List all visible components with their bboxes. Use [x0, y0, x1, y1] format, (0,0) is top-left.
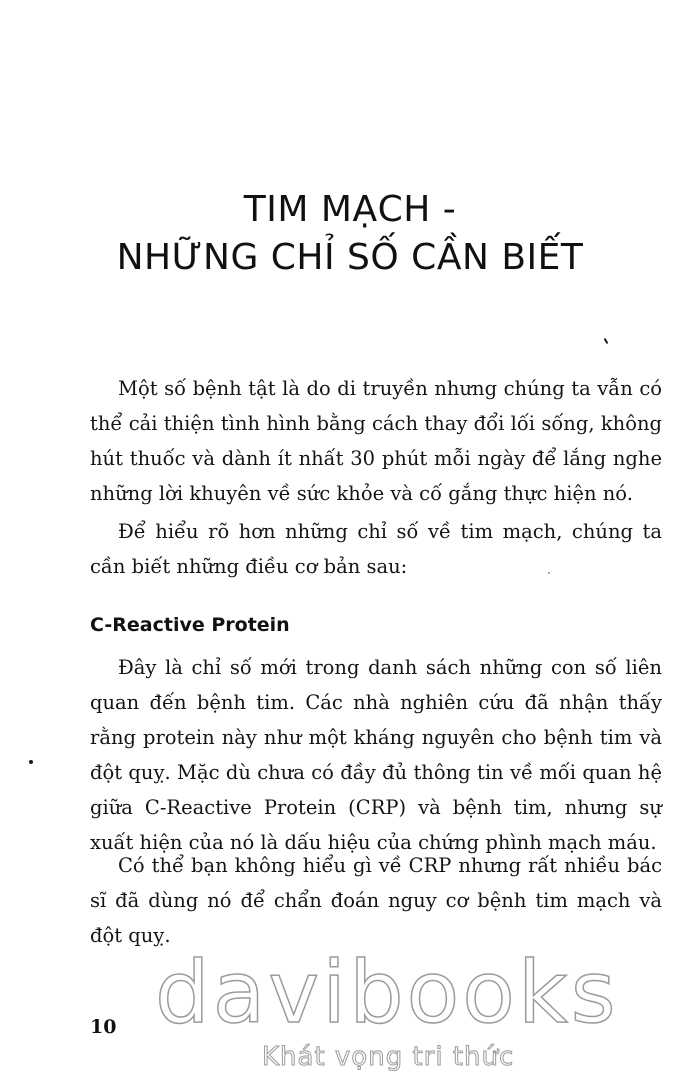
chapter-title-line-2: NHỮNG CHỈ SỐ CẦN BIẾT — [116, 237, 584, 278]
print-speck — [29, 760, 33, 764]
chapter-title-line-1: TIM MẠCH - — [243, 189, 457, 230]
page-number: 10 — [90, 1016, 117, 1038]
intro-paragraph-1: Một số bệnh tật là do di truyền nhưng chúng ta vẫn có thể cải thiện tình hình bằng cách thay đổi lối sống, không hút thuốc và dành ít nhất 30 phút mỗi ngày để lắng nghe những lời khuyên về sức khỏe và cố gắng thực hiện nó. — [90, 377, 662, 505]
print-speck — [604, 338, 609, 344]
section-heading-crp: C-Reactive Protein — [90, 614, 290, 636]
watermark-logo: davibooks — [155, 943, 619, 1043]
crp-paragraph-2: Có thể bạn không hiểu gì về CRP nhưng rất nhiều bác sĩ đã dùng nó để chẩn đoán nguy cơ bệnh tim mạch và đột quỵ. — [90, 854, 662, 947]
watermark-tagline: Khát vọng tri thức — [262, 1042, 515, 1072]
crp-paragraph-1: Đây là chỉ số mới trong danh sách những con số liên quan đến bệnh tim. Các nhà nghiên cứu đã nhận thấy rằng protein này như một kháng nguyên cho bệnh tim và đột quỵ. Mặc dù chưa có đầy đủ thông tin về mối quan hệ giữa C-Reactive Protein (CRP) và bệnh tim, nhưng sự xuất hiện của nó là dấu hiệu của chứng phình mạch máu. — [90, 656, 662, 854]
intro-paragraph-2: Để hiểu rõ hơn những chỉ số về tim mạch, chúng ta cần biết những điều cơ bản sau: — [90, 520, 662, 578]
print-speck — [548, 572, 550, 574]
